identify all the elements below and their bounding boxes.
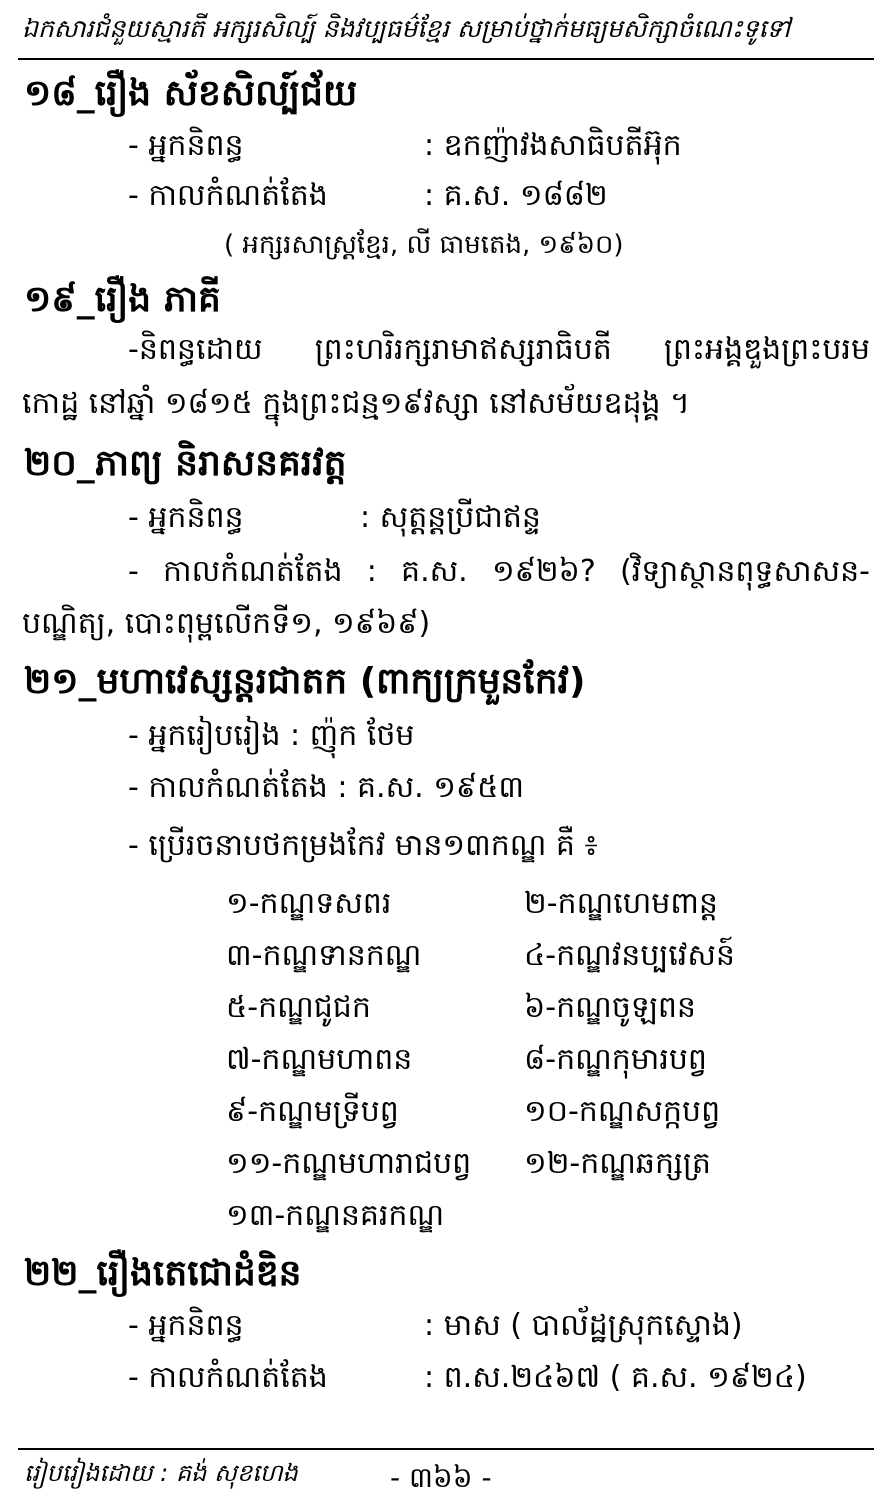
field-label: - អ្នកនិពន្ធ: [128, 128, 244, 163]
field-label: - អ្នកនិពន្ធ: [128, 1308, 244, 1343]
footer-compiler: រៀបរៀងដោយ : គង់ សុខហេង: [24, 1459, 298, 1487]
paragraph-line: បណ្ឌិត្យ, បោះពុម្ពលើកទី១, ១៩៦៩): [22, 606, 431, 641]
footer-rule: [18, 1448, 874, 1450]
chapter-item: ១១-កណ្ឌមហារាជបព្វ: [226, 1146, 472, 1181]
section-heading: ២០_ភាព្យ និរាសនគរវត្ត: [24, 443, 347, 484]
paragraph-line: -និពន្ធដោយ ព្រះហរិរក្សរាមាឥស្សរាធិបតី ព្រះអង្គឌួងព្រះបរម: [128, 332, 870, 367]
source-note: ( អក្សរសាស្ត្រខ្មែរ, លី ធាមតេង, ១៩៦០): [224, 230, 624, 260]
chapter-item: ៧-កណ្ឌមហាពន: [226, 1042, 413, 1077]
chapter-item: ៥-កណ្ឌជូជក: [226, 990, 371, 1025]
chapter-item: ១៣-កណ្ឌនគរកណ្ឌ: [226, 1198, 445, 1233]
section-heading: ១៩_រឿង ភាគី: [24, 279, 221, 320]
date-line: - កាលកំណត់តែង : គ.ស. ១៩៥៣: [128, 770, 525, 805]
chapter-item: ២-កណ្ឌហេមពាន្ត: [524, 886, 718, 921]
field-label: - កាលកំណត់តែង: [128, 1360, 328, 1395]
chapter-item: ១០-កណ្ឌសក្កបព្វ: [524, 1094, 721, 1129]
section-heading: ១៨_រឿង ស័ខសិល្ប៍ជ័យ: [24, 73, 358, 114]
header-rule: [18, 58, 874, 60]
document-header: ឯកសារជំនួយស្មារតី អក្សរសិល្ប៍ និងវប្បធម៌ខ្មែរ សម្រាប់ថ្នាក់មធ្យមសិក្សាចំណេះទូទៅ: [22, 14, 791, 43]
chapter-item: ១២-កណ្ឌឆក្សត្រ: [524, 1146, 711, 1181]
page-number: - ៣៦៦ -: [390, 1461, 492, 1494]
field-label: - កាលកំណត់តែង: [128, 178, 328, 213]
chapter-item: ៤-កណ្ឌវនប្បវេសន៍: [524, 938, 735, 973]
field-value: : គ.ស. ១៨៨២: [424, 178, 608, 213]
compiler-line: - អ្នករៀបរៀង : ញ៉ុក ថែម: [128, 718, 415, 753]
field-value: : ព.ស.២៤៦៧ ( គ.ស. ១៩២៤): [424, 1360, 807, 1395]
chapter-item: ៣-កណ្ឌទានកណ្ឌ: [226, 938, 422, 973]
section-heading: ២១_មហាវេស្សន្តរជាតក (ពាក្យក្រមួនកែវ): [24, 661, 586, 702]
chapter-item: ៨-កណ្ឌកុមារបព្វ: [524, 1042, 707, 1077]
chapter-item: ៩-កណ្ឌមទ្រីបព្វ: [226, 1094, 399, 1129]
field-value: : មាស ( បាល័ដ្ឋស្រុកស្ទោង): [424, 1308, 743, 1343]
chapter-item: ១-កណ្ឌទសពរ: [226, 886, 392, 921]
summary-line: - ប្រើរចនាបថកម្រងកែវ មាន១៣កណ្ឌ គឺ ៖: [128, 828, 598, 863]
paragraph-line: - កាលកំណត់តែង : គ.ស. ១៩២៦? (វិទ្យាស្ថានពុទ្ធសាសន-: [128, 554, 870, 589]
field-value: : ឧកញ៉ាវងសាធិបតីអ៊ុក: [424, 128, 682, 163]
field-label: - អ្នកនិពន្ធ: [128, 500, 244, 535]
field-value: : សុត្តន្តប្រីជាឥន្ទ: [360, 500, 541, 535]
section-heading: ២២_រឿងតេជោដំឌិន: [24, 1253, 302, 1294]
paragraph-line: កោដ្ឋ នៅឆ្នាំ ១៨១៥ ក្នុងព្រះជន្ម១៩វស្សា នៅសម័យឧដុង្គ ។: [22, 386, 690, 421]
chapter-item: ៦-កណ្ឌចូឡពន: [524, 990, 696, 1025]
